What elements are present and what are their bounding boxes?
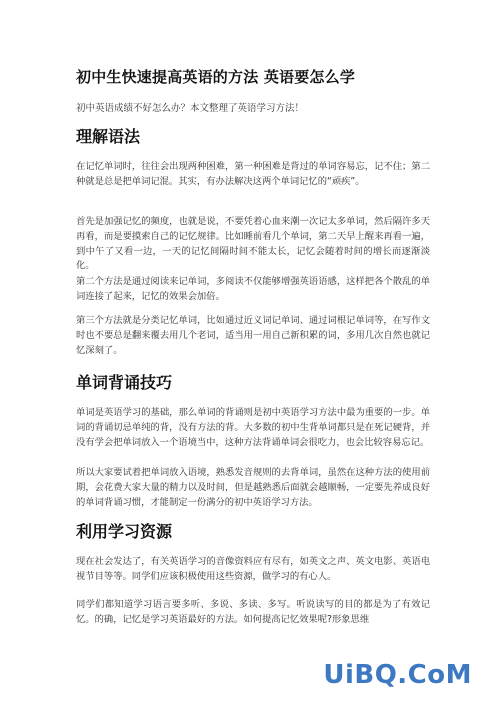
section-heading-learning-resources: 利用学习资源	[76, 522, 173, 541]
paragraph: 第三个方法就是分类记忆单词，比如通过近义词记单词、通过词根记单词等，在写作文时也不要总是翻来覆去用几个老词，适当用一用自己新积累的词，多用几次自然也就记忆深刻了。	[76, 315, 430, 356]
paragraph: 首先是加强记忆的频度，也就是说，不要凭着心血来潮一次记太多单词，然后隔许多天再看，而是要摸索自己的记忆规律。比如睡前看几个单词，第二天早上醒来再看一遍，到中午了又看一边，一天的记忆间隔时间不能太长，记忆会随着时间的增长而逐渐淡化。	[76, 216, 430, 272]
paragraph: 第二个方法是通过阅读来记单词，多阅读不仅能够增强英语语感，这样把各个散乱的单词连接了起来，记忆的效果会加倍。	[76, 276, 430, 302]
paragraph: 所以大家要试着把单词放入语境，熟悉发音规则的去背单词，虽然在这种方法的使用前期，会花费大家大量的精力以及时间，但是越熟悉后面就会越顺畅，一定要先养成良好的单词背诵习惯，才能制定一份满分的初中英语学习方法。	[76, 467, 430, 508]
intro-text: 初中英语成绩不好怎么办？本文整理了英语学习方法！	[76, 103, 305, 114]
page-title: 初中生快速提高英语的方法 英语要怎么学	[76, 68, 356, 86]
paragraph: 现在社会发达了，有关英语学习的音像资料应有尽有，如英文之声、英文电影、英语电视节目等等。同学们应该积极使用这些资源，做学习的有心人。	[76, 556, 430, 582]
paragraph: 单词是英语学习的基础，那么单词的背诵则是初中英语学习方法中最为重要的一步。单词的背诵切忌单纯的背，没有方法的背。大多数的初中生背单词都只是在死记硬背，并没有学会把单词放入一个语境当中，这种方法背诵单词会很吃力，也会比较容易忘记。	[76, 407, 430, 448]
paragraph: 在记忆单词时，往往会出现两种困难，第一种困难是背过的单词容易忘，记不住；第二种就是总是把单词记混。其实，有办法解决这两个单词记忆的“顽疾”。	[76, 161, 430, 187]
section-heading-word-recitation: 单词背诵技巧	[76, 373, 173, 392]
section-heading-grammar: 理解语法	[76, 127, 141, 146]
watermark-logo: UiBQ.CoM	[323, 660, 472, 690]
paragraph: 同学们都知道学习语言要多听、多说、多读、多写。听说读写的目的都是为了有效记忆。的确，记忆是学习英语最好的方法。如何提高记忆效果呢?形象思维	[76, 599, 430, 625]
